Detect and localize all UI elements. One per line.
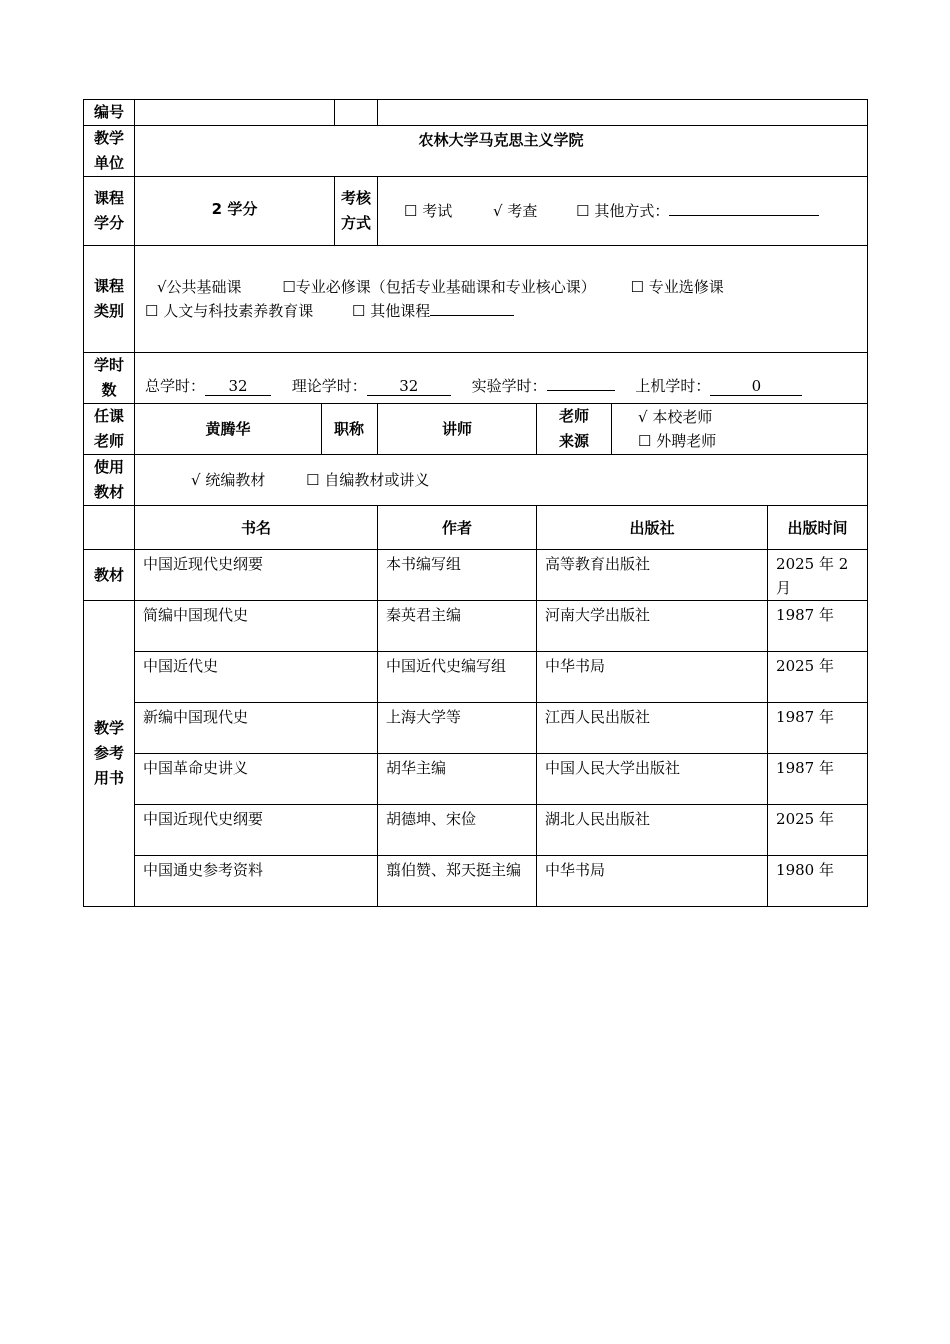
reference-publisher: 中国人民大学出版社	[537, 754, 768, 805]
reference-date: 1987 年	[768, 754, 868, 805]
textbook-publisher: 高等教育出版社	[537, 550, 768, 601]
reference-name: 中国革命史讲义	[135, 754, 378, 805]
reference-row	[84, 754, 868, 805]
credit-value: 2 学分	[135, 177, 335, 246]
source-label: 老师来源	[537, 404, 612, 455]
book-header-row	[84, 506, 868, 550]
unit-label: 教学单位	[84, 126, 135, 177]
category-elective-option[interactable]: ☐ 专业选修课	[630, 278, 724, 296]
materials-self-option[interactable]: ☐ 自编教材或讲义	[306, 471, 430, 489]
materials-label: 使用教材	[84, 455, 135, 506]
computer-hours-label: 上机学时：	[635, 377, 711, 395]
category-row	[84, 246, 868, 353]
teacher-source-options	[612, 404, 868, 455]
hours-values	[135, 353, 868, 404]
book-header-publisher: 出版社	[537, 506, 768, 550]
category-options	[135, 246, 868, 353]
materials-row	[84, 455, 868, 506]
book-header-name: 书名	[135, 506, 378, 550]
teacher-label: 任课老师	[84, 404, 135, 455]
textbook-label: 教材	[84, 550, 135, 601]
reference-author: 胡德坤、宋俭	[378, 805, 537, 856]
reference-author: 翦伯赞、郑天挺主编	[378, 856, 537, 907]
assess-exam-option[interactable]: ☐ 考试	[404, 202, 453, 220]
reference-date: 2025 年	[768, 652, 868, 703]
teacher-row	[84, 404, 868, 455]
reference-name: 中国近代史	[135, 652, 378, 703]
unit-row	[84, 126, 868, 177]
materials-options	[135, 455, 868, 506]
source-internal-option[interactable]: √ 本校老师	[638, 408, 713, 426]
assess-label: 考核方式	[335, 177, 378, 246]
category-label: 课程类别	[84, 246, 135, 353]
reference-author: 秦英君主编	[378, 601, 537, 652]
reference-publisher: 湖北人民出版社	[537, 805, 768, 856]
reference-row	[84, 856, 868, 907]
computer-hours-value[interactable]: 0	[710, 377, 802, 396]
code-extra-cell	[335, 100, 378, 126]
theory-hours-label: 理论学时：	[291, 377, 367, 395]
textbook-row	[84, 550, 868, 601]
teacher-title: 讲师	[378, 404, 537, 455]
category-other-blank[interactable]	[430, 315, 514, 316]
category-public-option[interactable]: √公共基础课	[157, 278, 242, 296]
reference-date: 1980 年	[768, 856, 868, 907]
book-header-date: 出版时间	[768, 506, 868, 550]
hours-label: 学时数	[84, 353, 135, 404]
total-hours-value[interactable]: 32	[205, 377, 271, 396]
textbook-author: 本书编写组	[378, 550, 537, 601]
code-row	[84, 100, 868, 126]
code-extra-cell-2	[378, 100, 868, 126]
hours-row	[84, 353, 868, 404]
reference-row	[84, 652, 868, 703]
assess-other-blank[interactable]	[669, 215, 819, 216]
reference-author: 上海大学等	[378, 703, 537, 754]
reference-name: 简编中国现代史	[135, 601, 378, 652]
reference-name: 中国通史参考资料	[135, 856, 378, 907]
reference-publisher: 中华书局	[537, 652, 768, 703]
reference-row	[84, 805, 868, 856]
reference-publisher: 中华书局	[537, 856, 768, 907]
reference-name: 中国近现代史纲要	[135, 805, 378, 856]
reference-publisher: 河南大学出版社	[537, 601, 768, 652]
assess-check-option[interactable]: √ 考查	[493, 202, 538, 220]
teacher-name: 黄腾华	[135, 404, 322, 455]
source-external-option[interactable]: ☐ 外聘老师	[638, 432, 717, 450]
total-hours-label: 总学时：	[145, 377, 206, 395]
reference-row	[84, 601, 868, 652]
lab-hours-label: 实验学时：	[471, 377, 547, 395]
assessment-options	[378, 177, 868, 246]
category-required-option[interactable]: ☐专业必修课（包括专业基础课和专业核心课）	[282, 278, 596, 296]
lab-hours-value[interactable]	[547, 390, 615, 391]
references-label: 教学参考用书	[84, 601, 135, 907]
textbook-name: 中国近现代史纲要	[135, 550, 378, 601]
reference-name: 新编中国现代史	[135, 703, 378, 754]
title-label: 职称	[322, 404, 378, 455]
reference-date: 1987 年	[768, 601, 868, 652]
credit-label: 课程学分	[84, 177, 135, 246]
category-humanities-option[interactable]: ☐ 人文与科技素养教育课	[145, 302, 314, 320]
category-other-option[interactable]: ☐ 其他课程	[352, 302, 431, 320]
theory-hours-value[interactable]: 32	[367, 377, 451, 396]
book-header-blank	[84, 506, 135, 550]
reference-date: 2025 年	[768, 805, 868, 856]
code-value-cell	[135, 100, 335, 126]
course-info-table	[83, 99, 868, 907]
credit-row	[84, 177, 868, 246]
unit-value: 农林大学马克思主义学院	[135, 126, 868, 177]
code-label: 编号	[84, 100, 135, 126]
textbook-date: 2025 年 2 月	[768, 550, 868, 601]
reference-publisher: 江西人民出版社	[537, 703, 768, 754]
reference-row	[84, 703, 868, 754]
reference-date: 1987 年	[768, 703, 868, 754]
assess-other-option[interactable]: ☐ 其他方式：	[576, 202, 670, 220]
reference-author: 中国近代史编写组	[378, 652, 537, 703]
materials-unified-option[interactable]: √ 统编教材	[191, 471, 266, 489]
reference-author: 胡华主编	[378, 754, 537, 805]
book-header-author: 作者	[378, 506, 537, 550]
